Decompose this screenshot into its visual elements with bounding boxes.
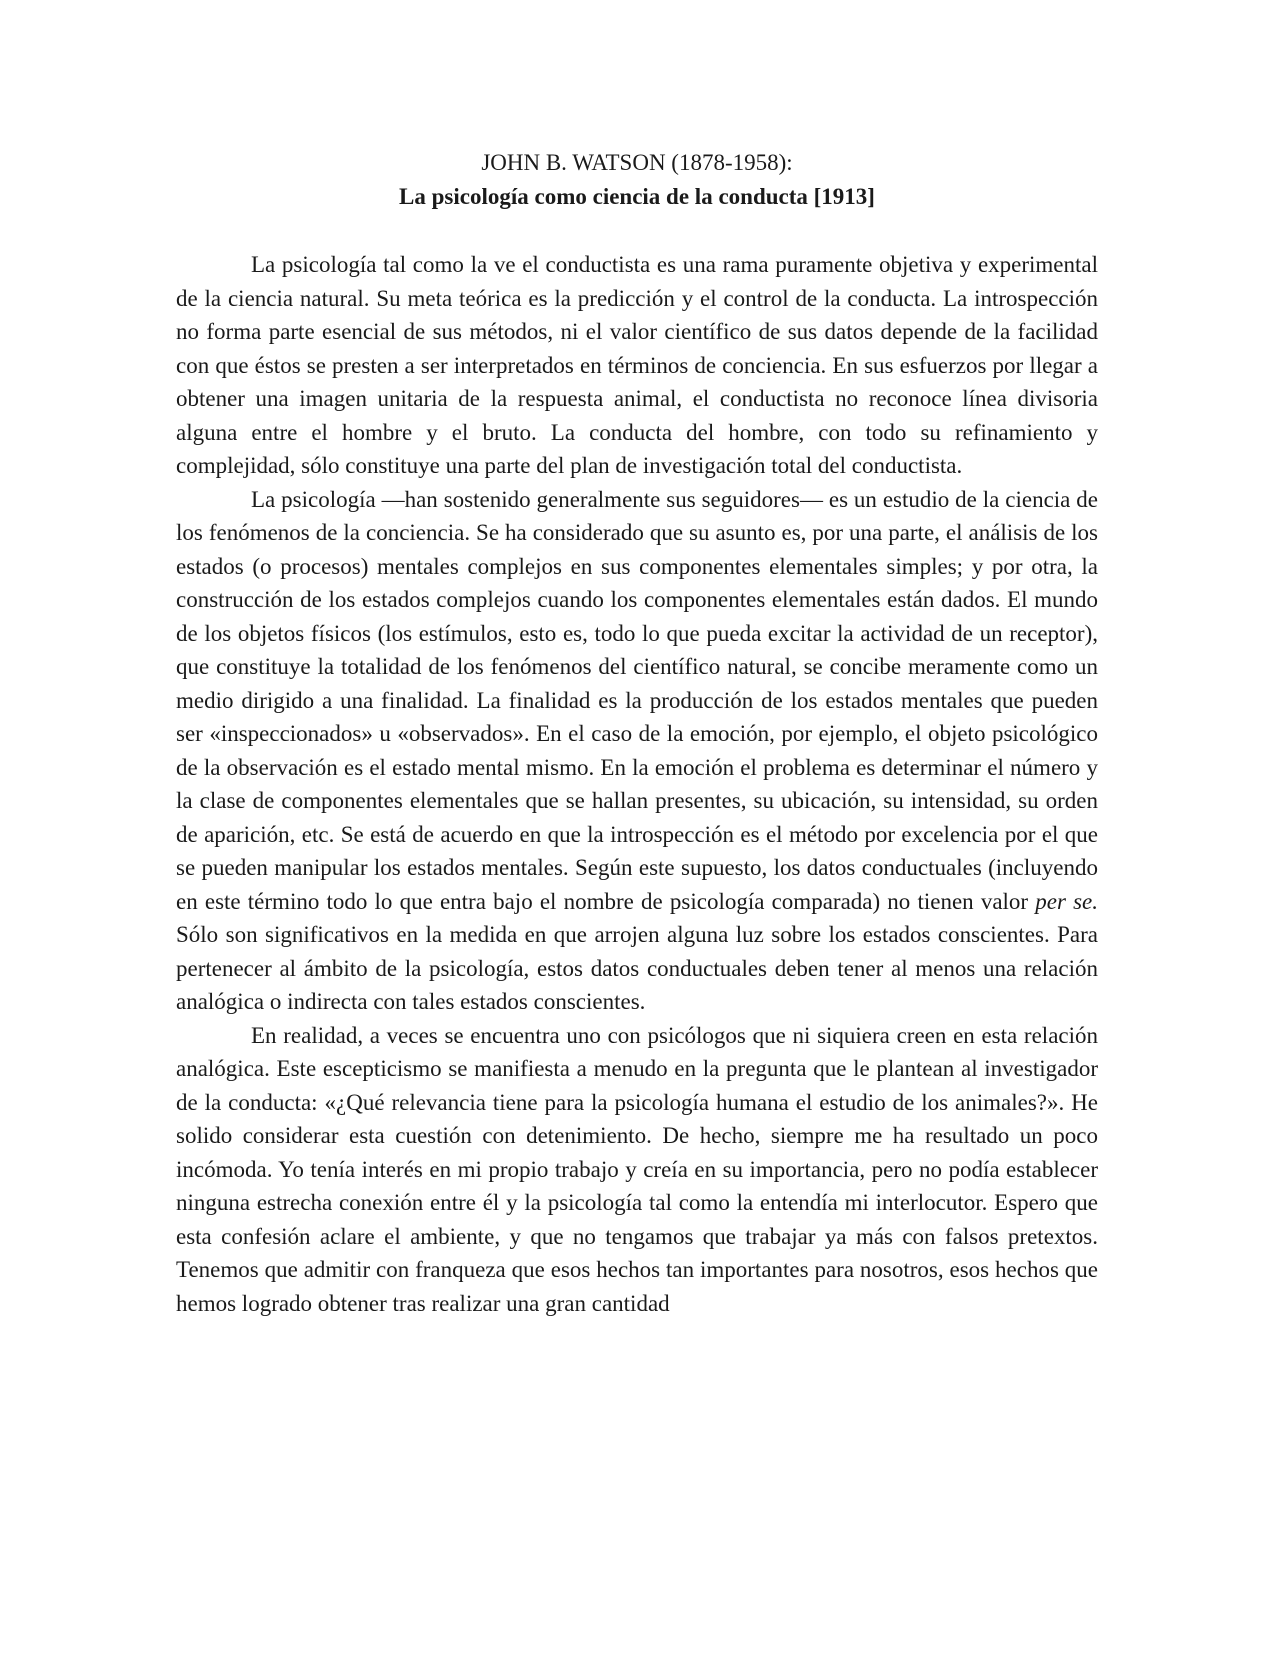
paragraph-2-italic: per se. (1035, 888, 1098, 914)
paragraph-1: La psicología tal como la ve el conductista es una rama puramente objetiva y experimental de la ciencia natural. Su meta teórica es la predicción y el control de la conducta. La introspección no forma parte esencial de sus métodos, ni el valor científico de sus datos depende de la facilidad con que éstos se presten a ser interpretados en términos de conciencia. En sus esfuerzos por llegar a obtener una imagen unitaria de la respuesta animal, el conductista no reconoce línea divisoria alguna entre el hombre y el bruto. La conducta del hombre, con todo su refinamiento y complejidad, sólo constituye una parte del plan de investigación total del conductista. (176, 252, 1098, 478)
document-title: La psicología como ciencia de la conducta [1913] (399, 184, 875, 209)
paragraph-2 (176, 483, 1098, 1019)
author-heading: JOHN B. WATSON (1878-1958): (481, 150, 793, 175)
document-page (176, 146, 1098, 1320)
paragraph-2-text-a: La psicología —han sostenido generalmente sus seguidores— es un estudio de la ciencia de los fenómenos de la conciencia. Se ha considerado que su asunto es, por una parte, el análisis de los estados (o procesos) mentales complejos en sus componentes elementales simples; y por otra, la construcción de los estados complejos cuando los componentes elementales están dados. El mundo de los objetos físicos (los estímulos, esto es, todo lo que pueda excitar la actividad de un receptor), que constituye la totalidad de los fenómenos del científico natural, se concibe meramente como un medio dirigido a una finalidad. La finalidad es la producción de los estados mentales que pueden ser «inspeccionados» u «observados». En el caso de la emoción, por ejemplo, el objeto psicológico de la observación es el estado mental mismo. En la emoción el problema es determinar el número y la clase de componentes elementales que se hallan presentes, su ubicación, su intensidad, su orden de aparición, etc. Se está de acuerdo en que la introspección es el método por excelencia por el que se pueden manipular los estados mentales. Según este supuesto, los datos conductuales (incluyendo en este término todo lo que entra bajo el nombre de psicología comparada) no tienen valor (176, 486, 1098, 914)
paragraph-3: En realidad, a veces se encuentra uno con psicólogos que ni siquiera creen en esta relación analógica. Este escepticismo se manifiesta a menudo en la pregunta que le plantean al investigador de la conducta: «¿Qué relevancia tiene para la psicología humana el estudio de los animales?». He solido considerar esta cuestión con detenimiento. De hecho, siempre me ha resultado un poco incómoda. Yo tenía interés en mi propio trabajo y creía en su importancia, pero no podía establecer ninguna estrecha conexión entre él y la psicología tal como la entendía mi interlocutor. Espero que esta confesión aclare el ambiente, y que no tengamos que trabajar ya más con falsos pretextos. Tenemos que admitir con franqueza que esos hechos tan importantes para nosotros, esos hechos que hemos logrado obtener tras realizar una gran cantidad (176, 1022, 1098, 1316)
paragraph-2-text-b: Sólo son significativos en la medida en que arrojen alguna luz sobre los estados conscientes. Para pertenecer al ámbito de la psicología, estos datos conductuales deben tener al menos una relación analógica o indirecta con tales estados conscientes. (176, 922, 1098, 1014)
